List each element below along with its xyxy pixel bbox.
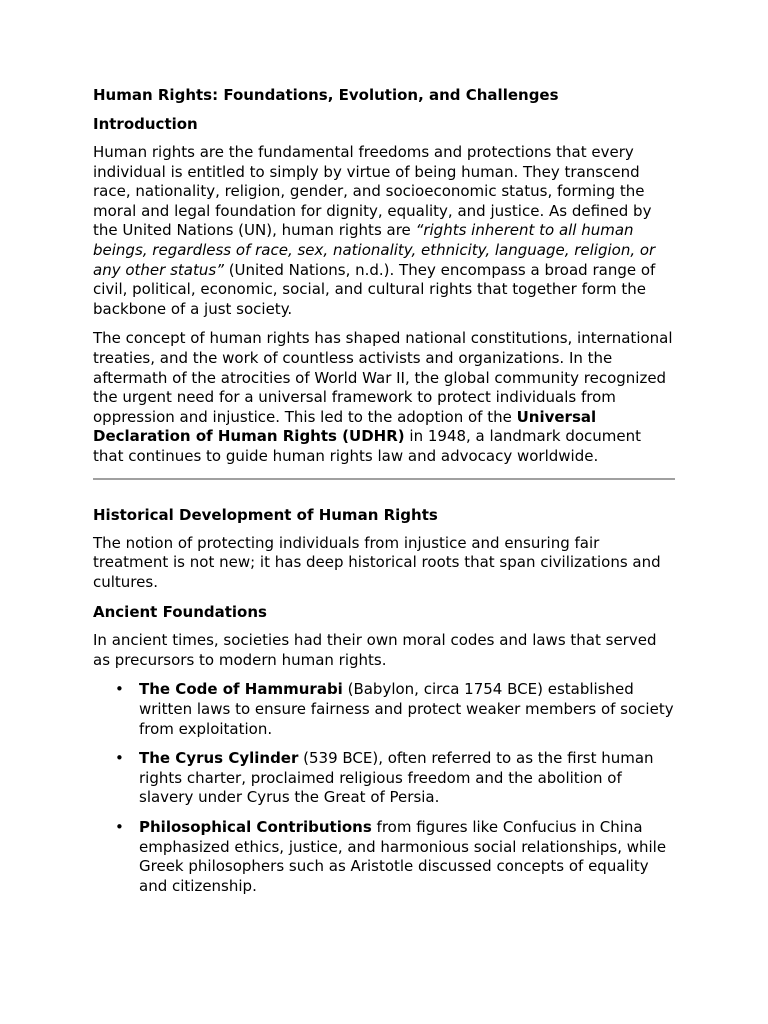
list-item-bold: The Code of Hammurabi [139,680,343,699]
intro-p2-text-b: in 1948, a landmark document that continues to guide human rights law and advocacy worldwide. [93,427,642,465]
document-page [93,85,675,906]
list-item [115,680,675,739]
intro-p2-text-a: The concept of human rights has shaped national constitutions, international treaties, and the work of countless activists and organizations. In the aftermath of the atrocities of World War II, the global community recognized the urgent need for a universal framework to protect individuals from oppression and injustice. This led to the adoption of the [93,329,673,426]
list-item-bold: Philosophical Contributions [139,818,372,837]
list-item-text: (539 BCE), often referred to as the first human rights charter, proclaimed religious freedom and the abolition of slavery under Cyrus the Great of Persia. [139,749,654,807]
ancient-foundations-list [93,680,675,896]
intro-p1-text-a: Human rights are the fundamental freedoms and protections that every individual is entitled to simply by virtue of being human. They transcend race, nationality, religion, gender, and socioeconomic status, forming the moral and legal foundation for dignity, equality, and justice. As defined by the United Nations (UN), human rights are [93,143,652,240]
section-divider [93,478,675,480]
list-item-text: (Babylon, circa 1754 BCE) established written laws to ensure fairness and protect weaker members of society from exploitation. [139,680,674,738]
list-item [115,818,675,896]
list-item-bold: The Cyrus Cylinder [139,749,299,768]
bullet-icon: • [115,749,124,768]
ancient-foundations-intro: In ancient times, societies had their own moral codes and laws that served as precursors to modern human rights. [93,631,657,669]
ancient-foundations-heading: Ancient Foundations [93,603,267,622]
introduction-paragraph-2 [93,329,675,466]
list-item [115,749,675,808]
un-definition-quote: “rights inherent to all human beings, regardless of race, sex, nationality, ethnicity, language, religion, or any other status” [93,221,656,279]
bullet-icon: • [115,818,124,837]
historical-paragraph: The notion of protecting individuals from injustice and ensuring fair treatment is not new; it has deep historical roots that span civilizations and cultures. [93,533,661,591]
introduction-paragraph-1 [93,143,675,319]
list-item-text: from figures like Confucius in China emphasized ethics, justice, and harmonious social relationships, while Greek philosophers such as Aristotle discussed concepts of equality and citizenship. [139,818,667,895]
udhr-bold: Universal Declaration of Human Rights (UDHR) [93,407,597,446]
intro-p1-text-b: (United Nations, n.d.). They encompass a broad range of civil, political, economic, social, and cultural rights that together form the backbone of a just society. [93,260,656,318]
introduction-heading: Introduction [93,115,198,133]
historical-heading: Historical Development of Human Rights [93,505,438,524]
document-title: Human Rights: Foundations, Evolution, and Challenges [93,86,559,104]
bullet-icon: • [115,680,124,699]
